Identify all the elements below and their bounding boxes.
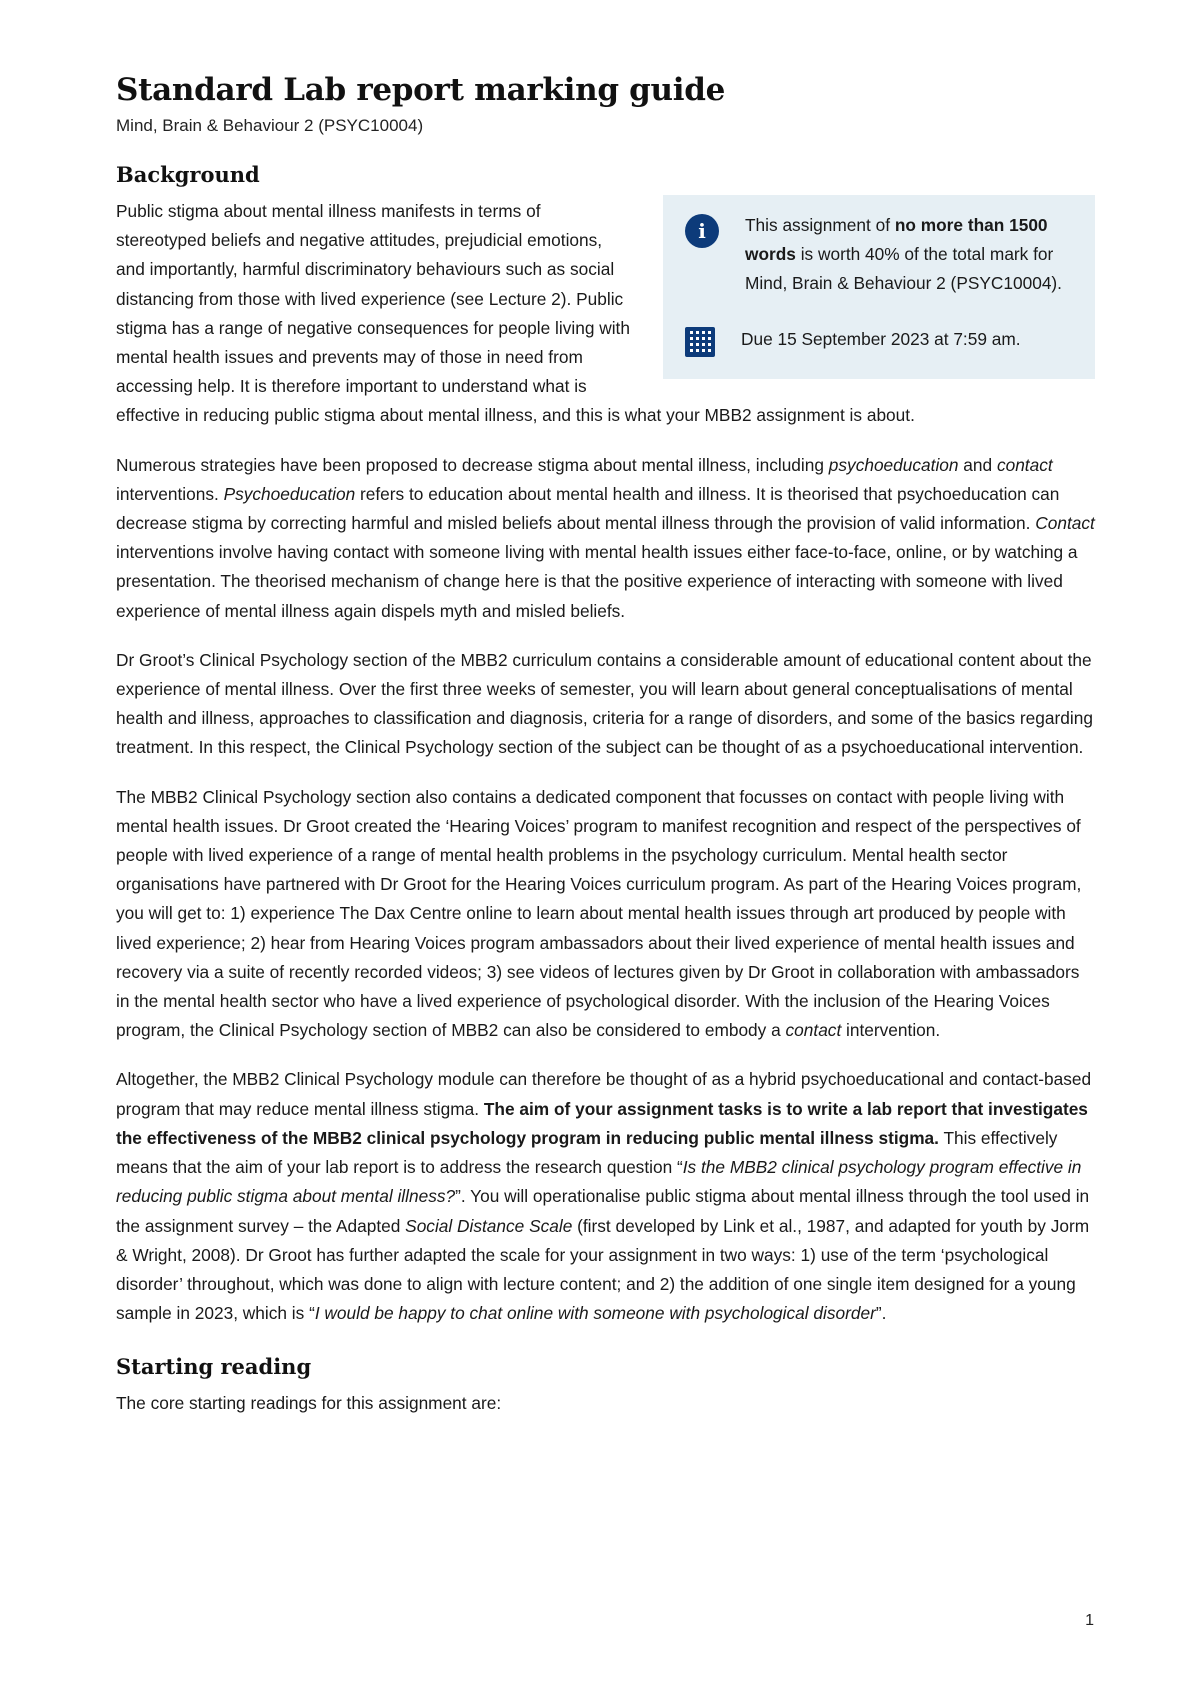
background-paragraph-3: Dr Groot’s Clinical Psychology section of the MBB2 curriculum contains a considerable amount of educational content about the experience of mental illness. Over the first three weeks of semester, you will learn about general conceptualisations of mental health and illness, approaches to classification and diagnosis, criteria for a range of disorders, and some of the basics regarding treatment. In this respect, the Clinical Psychology section of the subject can be thought of as a psychoeducational intervention. xyxy=(116,649,1093,758)
page-number: 1 xyxy=(1085,1612,1094,1629)
info-text-pre: This assignment of xyxy=(745,215,895,235)
info-text-weight xyxy=(745,211,1071,299)
calendar-icon xyxy=(685,327,715,357)
info-icon: i xyxy=(685,214,719,248)
page-title: Standard Lab report marking guide xyxy=(116,72,726,108)
info-text-due: Due 15 September 2023 at 7:59 am. xyxy=(741,328,1021,349)
background-paragraph-4: The MBB2 Clinical Psychology section also contains a dedicated component that focusses on contact with people living with mental health issues. Dr Groot created the ‘Hearing Voices’ program to manifest recognition and respect of the perspectives of people with lived experience of a range of mental health problems in the psychology curriculum. Mental health sector organisations have partnered with Dr Groot for the Hearing Voices curriculum program. As part of the Hearing Voices program, you will get to: 1) experience The Dax Centre online to learn about mental health issues through art produced by people with lived experience; 2) hear from Hearing Voices program ambassadors about their lived experience of mental health issues and recovery via a suite of recently recorded videos; 3) see videos of lectures given by Dr Groot in collaboration with ambassadors in the mental health sector who have a lived experience of psychological disorder. With the inclusion of the Hearing Voices program, the Clinical Psychology section of MBB2 can also be considered to embody a contact intervention. xyxy=(116,786,1082,1041)
background-paragraph-5: Altogether, the MBB2 Clinical Psychology module can therefore be thought of as a hybrid psychoeducational and contact-based program that may reduce mental illness stigma. The aim of your assignment tasks is to write a lab report that investigates the effectiveness of the MBB2 clinical psychology program in reducing public mental illness stigma. This effectively means that the aim of your lab report is to address the research question “Is the MBB2 clinical psychology program effective in reducing public stigma about mental illness?”. You will operationalise public stigma about mental illness through the tool used in the assignment survey – the Adapted Social Distance Scale (first developed by Link et al., 1987, and adapted for youth by Jorm & Wright, 2008). Dr Groot has further adapted the scale for your assignment in two ways: 1) use of the term ‘psychological disorder’ throughout, which was done to align with lecture content; and 2) the addition of one single item designed for a young sample in 2023, which is “I would be happy to chat online with someone with psychological disorder”. xyxy=(116,1069,1092,1324)
background-paragraph-2: Numerous strategies have been proposed to decrease stigma about mental illness, including psychoeducation and contact interventions. Psychoeducation refers to education about mental health and illness. It is theorised that psychoeducation can decrease stigma by correcting harmful and misled beliefs about mental illness through the provision of valid information. Contact interventions involve having contact with someone living with mental health issues either face-to-face, online, or by watching a presentation. The theorised mechanism of change here is that the positive experience of interacting with someone with lived experience of mental illness again dispels myth and misled beliefs. xyxy=(116,454,1095,621)
section-heading-starting-reading: Starting reading xyxy=(116,1354,312,1380)
assignment-info-box xyxy=(663,195,1095,379)
info-row-due xyxy=(685,325,1071,357)
info-row-weight xyxy=(685,211,1071,299)
starting-reading-paragraph: The core starting readings for this assignment are: xyxy=(116,1393,502,1414)
info-word-limit: no more than 1500 words xyxy=(745,215,1048,265)
section-heading-background: Background xyxy=(116,162,260,187)
info-text-post: is worth 40% of the total mark for Mind, Brain & Behaviour 2 (PSYC10004). xyxy=(745,244,1062,294)
background-paragraph-1: Public stigma about mental illness manifests in terms of stereotyped beliefs and negative attitudes, prejudicial emotions, and importantly, harmful discriminatory behaviours such as social distancing from those with lived experience (see Lecture 2). Public stigma has a range of negative consequences for people living with mental health issues and prevents may of those in need from accessing help. It is therefore important to understand what is effective in reducing public stigma about mental illness, and this is what your MBB2 assignment is about. xyxy=(116,201,915,426)
page-subtitle: Mind, Brain & Behaviour 2 (PSYC10004) xyxy=(116,116,424,135)
